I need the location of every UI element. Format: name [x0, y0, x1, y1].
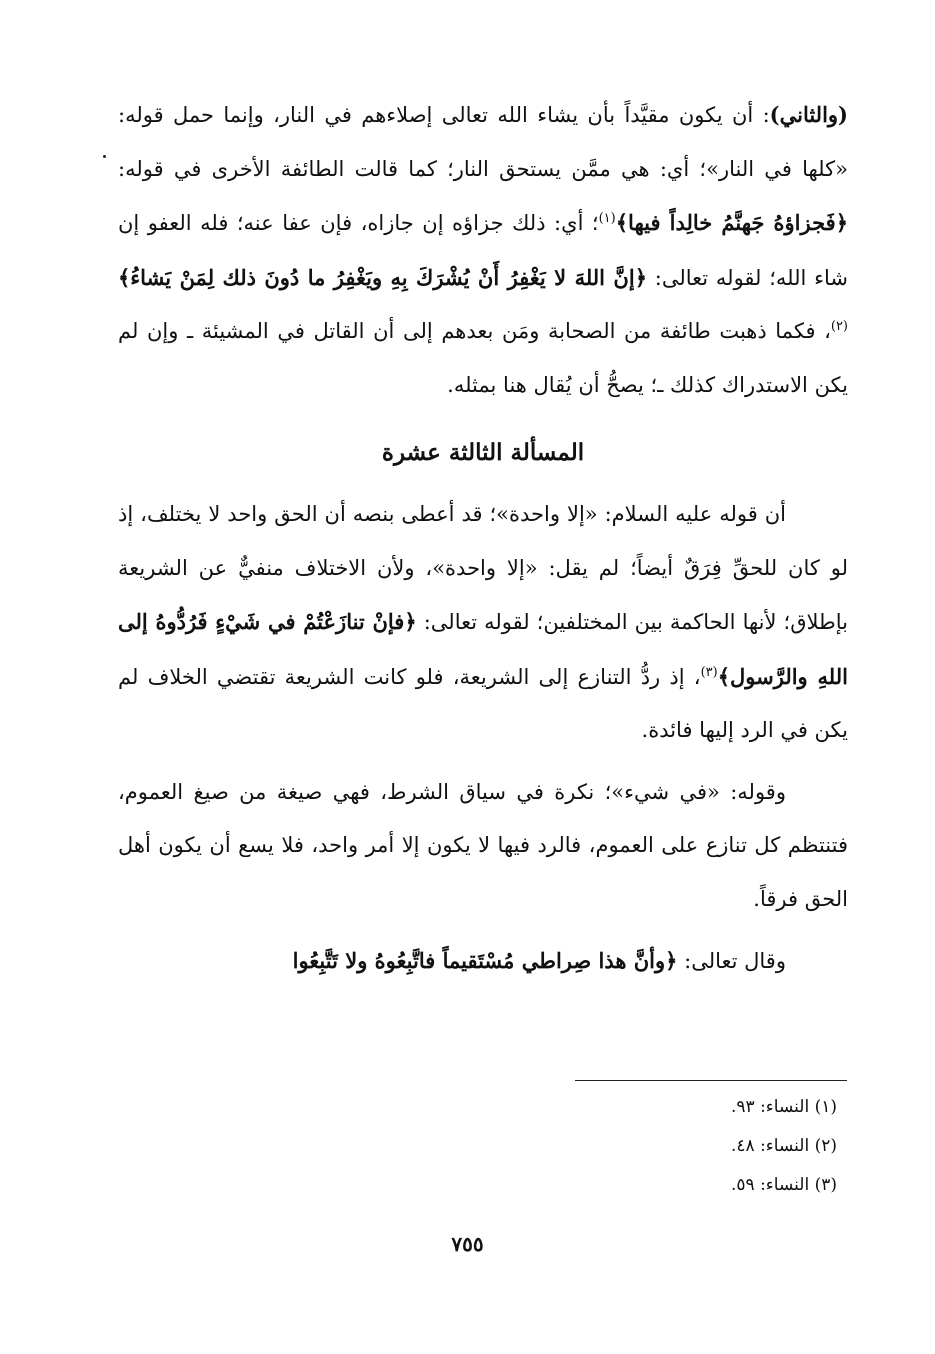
quran-quote: ﴿وأنَّ هذا صِراطي مُسْتَقيماً فاتَّبِعُوهُ ولا تَتَّبِعُوا: [292, 948, 678, 973]
paragraph-second-opinion: [118, 88, 848, 412]
quran-quote: ﴿فإنْ تنازَعْتُمْ في شَيْءٍ فَرُدُّوهُ إلى اللهِ والرَّسول﴾: [118, 609, 848, 689]
footnote-marker[interactable]: (٣): [700, 664, 718, 680]
paragraph-label: (والثاني): [769, 102, 848, 127]
paragraph-text: وقوله: «في شيء»؛ نكرة في سياق الشرط، فهي صيغة من صيغ العموم، فتنتظم كل تنازع على العموم، فالرد فيها لا يكون إلا أمر واحد، فلا يسع أن يكون أهل الحق فرقاً.: [118, 779, 848, 911]
quran-quote: ﴿إنَّ اللهَ لا يَغْفِرُ أَنْ يُشْرَكَ بِهِ ويَغْفِرُ ما دُونَ ذلك لِمَنْ يَشاءُ﴾: [118, 264, 647, 290]
paragraph-text: : أن يكون مقيَّداً بأن يشاء الله تعالى إصلاءهم في النار، وإنما حمل قوله: «كلها في النار»؛ أي: هي ممَّن يستحق النار؛ كما قالت الطائفة الأخرى في قوله:: [118, 103, 848, 181]
paragraph-text: أن قوله عليه السلام: «إلا واحدة»؛ قد أعطى بنصه أن الحق واحد لا يختلف، إذ لو كان للحقِّ فِرَقٌ أيضاً؛ لم يقل: «إلا واحدة»، ولأن الاختلاف منفيٌّ عن الشريعة بإطلاق؛ لأنها الحاكمة بين المختلفين؛ لقوله تعالى:: [118, 502, 848, 634]
paragraph-text: ، إذ ردُّ التنازع إلى الشريعة، فلو كانت الشريعة تقتضي الخلاف لم يكن في الرد إليها فائدة.: [118, 664, 848, 742]
footnote-marker[interactable]: (١): [598, 211, 616, 226]
footnote-3: (٣) النساء: ٥٩.: [731, 1175, 837, 1195]
paragraph-text: وقال تعالى:: [677, 949, 786, 973]
quran-quote: ﴿فَجزاؤهُ جَهنَّمُ خالِداً فيها﴾: [615, 210, 849, 235]
paragraph-text: ؛ أي: ذلك جزاؤه إن جازاه، فإن عفا عنه؛ فله العفو إن شاء الله؛ لقوله تعالى:: [118, 211, 848, 290]
ink-speck: [103, 155, 106, 158]
footnote-marker[interactable]: (٢): [830, 319, 848, 334]
footnotes: [447, 1088, 847, 1205]
section-heading: المسألة الثالثة عشرة: [381, 439, 585, 466]
paragraph-text: ، فكما ذهبت طائفة من الصحابة ومَن بعدهم إلى أن القاتل في المشيئة ـ وإن لم يكن الاستدراك كذلك ـ؛ يصحُّ أن يُقال هنا بمثله.: [118, 319, 848, 397]
footnote-separator: [575, 1080, 847, 1081]
paragraph-generality: [118, 766, 848, 927]
paragraph-one-truth: [118, 488, 848, 758]
footnote-1: (١) النساء: ٩٣.: [731, 1097, 837, 1117]
page-body: [118, 88, 848, 989]
paragraph-straight-path: [118, 934, 848, 989]
footnote-2: (٢) النساء: ٤٨.: [731, 1136, 837, 1156]
page-number: ٧٥٥: [451, 1232, 484, 1256]
